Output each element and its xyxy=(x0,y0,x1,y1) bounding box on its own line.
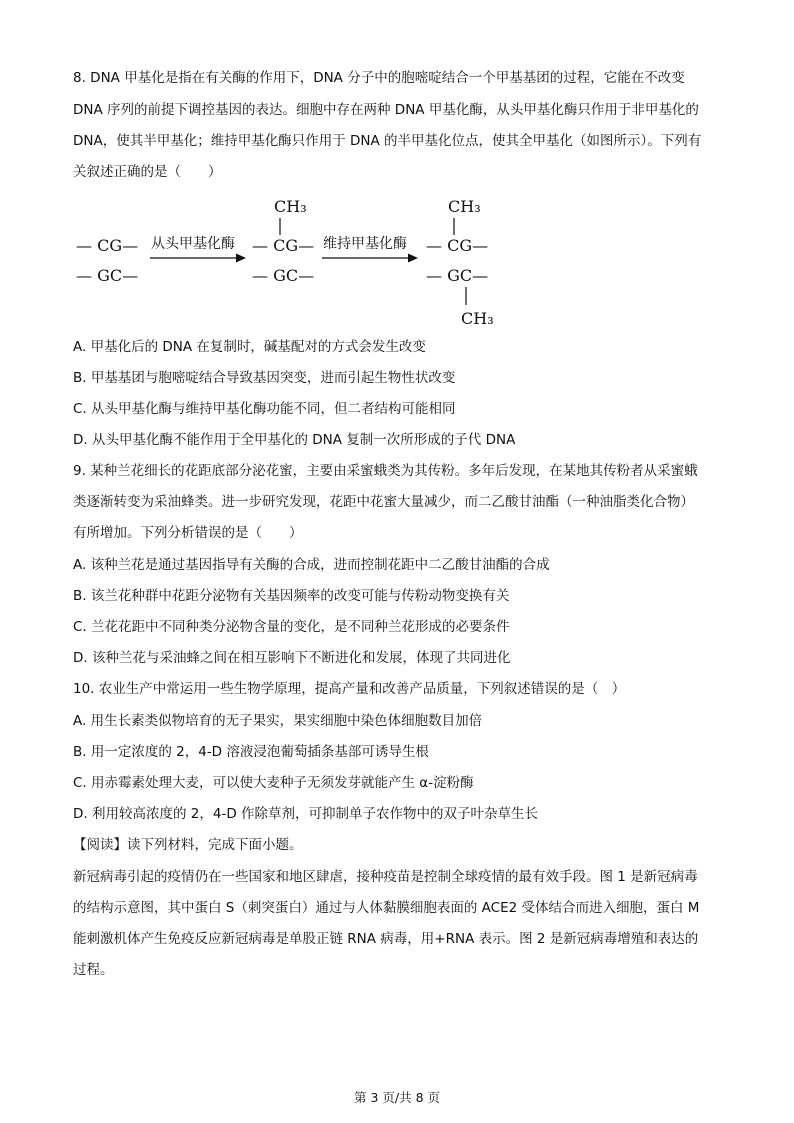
q8-option-d: D. 从头甲基化酶不能作用于全甲基化的 DNA 复制一次所形成的子代 DNA xyxy=(73,432,516,448)
hemi-top-strand: — CG— xyxy=(252,236,315,255)
q8-stem-line-3: DNA，使其半甲基化；维持甲基化酶只作用于 DNA 的半甲基化位点，使其全甲基化（如图所示）。下列有 xyxy=(73,133,702,149)
hemi-methyl-group: CH₃ xyxy=(274,197,307,216)
reading-line-1: 新冠病毒引起的疫情仍在一些国家和地区肆虐，接种疫苗是控制全球疫情的最有效手段。图 1 是新冠病毒 xyxy=(73,869,698,885)
arrow1-head xyxy=(236,254,246,263)
full-top-strand: — CG— xyxy=(426,236,489,255)
q8-option-b: B. 甲基基团与胞嘧啶结合导致基因突变，进而引起生物性状改变 xyxy=(73,370,456,386)
arrow2-head xyxy=(408,254,418,263)
q8-stem-line-1: 8. DNA 甲基化是指在有关酶的作用下，DNA 分子中的胞嘧啶结合一个甲基基团的过程，它能在不改变 xyxy=(73,70,685,86)
q8-stem-line-4: 关叙述正确的是（ ） xyxy=(73,164,222,180)
full-methyl-group-top: CH₃ xyxy=(448,197,481,216)
q9-option-a: A. 该种兰花是通过基因指导有关酶的合成，进而控制花距中二乙酸甘油酯的合成 xyxy=(73,557,550,573)
reading-line-4: 过程。 xyxy=(73,962,114,978)
reading-line-2: 的结构示意图，其中蛋白 S（刺突蛋白）通过与人体黏膜细胞表面的 ACE2 受体结合而进入细胞，蛋白 M xyxy=(73,900,700,916)
reading-header: 【阅读】读下列材料，完成下面小题。 xyxy=(73,837,303,853)
q9-option-c: C. 兰花花距中不同种类分泌物含量的变化，是不同种兰花形成的必要条件 xyxy=(73,619,510,635)
arrow1-label: 从头甲基化酶 xyxy=(151,236,235,252)
full-methyl-group-bottom: CH₃ xyxy=(461,309,494,328)
hemi-bottom-strand: — GC— xyxy=(252,266,315,285)
q10-option-b: B. 用一定浓度的 2，4-D 溶液浸泡葡萄插条基部可诱导生根 xyxy=(73,744,429,760)
arrow2-label: 维持甲基化酶 xyxy=(323,236,407,252)
q8-option-c: C. 从头甲基化酶与维持甲基化酶功能不同，但二者结构可能相同 xyxy=(73,401,456,417)
q9-option-b: B. 该兰花种群中花距分泌物有关基因频率的改变可能与传粉动物变换有关 xyxy=(73,588,510,604)
q9-stem-line-2: 类逐渐转变为采油蜂类。进一步研究发现，花距中花蜜大量减少，而二乙酸甘油酯（一种油脂类化合物） xyxy=(73,494,694,510)
q10-option-d: D. 利用较高浓度的 2，4-D 作除草剂，可抑制单子农作物中的双子叶杂草生长 xyxy=(73,806,539,822)
q10-option-c: C. 用赤霉素处理大麦，可以使大麦种子无须发芽就能产生 α-淀粉酶 xyxy=(73,775,474,791)
q10-stem: 10. 农业生产中常运用一些生物学原理，提高产量和改善产品质量，下列叙述错误的是（ ） xyxy=(73,681,626,697)
reading-line-3: 能刺激机体产生免疫反应新冠病毒是单股正链 RNA 病毒，用+RNA 表示。图 2 是新冠病毒增殖和表达的 xyxy=(73,931,699,947)
unmethylated-bottom-strand: — GC— xyxy=(76,266,139,285)
q9-stem-line-1: 9. 某种兰花细长的花距底部分泌花蜜，主要由采蜜蛾类为其传粉。多年后发现，在某地其传粉者从采蜜蛾 xyxy=(73,463,698,479)
full-bottom-strand: — GC— xyxy=(426,266,489,285)
q9-stem-line-3: 有所增加。下列分析错误的是（ ） xyxy=(73,525,303,541)
dna-methylation-diagram xyxy=(70,192,500,330)
q8-stem-line-2: DNA 序列的前提下调控基因的表达。细胞中存在两种 DNA 甲基化酶，从头甲基化酶只作用于非甲基化的 xyxy=(73,102,699,118)
q8-option-a: A. 甲基化后的 DNA 在复制时，碱基配对的方式会发生改变 xyxy=(73,339,426,355)
q9-option-d: D. 该种兰花与采油蜂之间在相互影响下不断进化和发展，体现了共同进化 xyxy=(73,650,511,666)
q10-option-a: A. 用生长素类似物培育的无子果实，果实细胞中染色体细胞数目加倍 xyxy=(73,713,483,729)
page-number: 第 3 页/共 8 页 xyxy=(353,1090,440,1105)
unmethylated-top-strand: — CG— xyxy=(76,236,139,255)
